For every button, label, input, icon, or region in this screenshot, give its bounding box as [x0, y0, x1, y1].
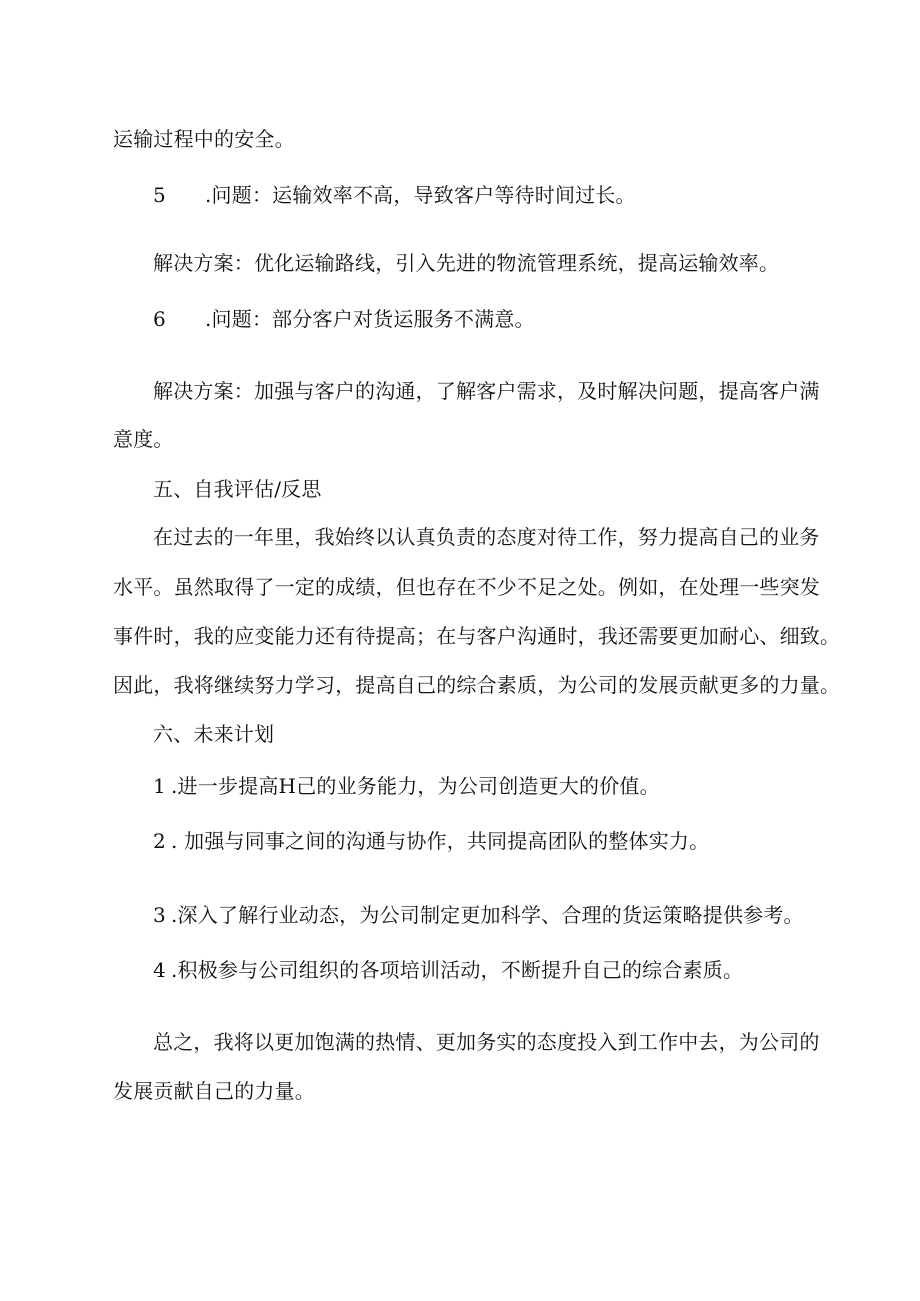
paragraph-line [113, 575, 820, 599]
list-number: 2 [153, 829, 166, 853]
list-text: .深入了解行业动态，为公司制定更加科学、合理的货运策略提供参考。 [171, 903, 804, 927]
line-text: 意度。 [113, 427, 174, 451]
line-text: 运输过程中的安全。 [113, 127, 295, 151]
list-text: .进一步提高H己的业务能力，为公司创造更大的价值。 [171, 774, 660, 798]
line-text: 发展贡献自己的力量。 [113, 1079, 315, 1103]
list-item-problem-6 [153, 307, 535, 331]
list-number: 3 [153, 903, 166, 927]
list-text: . 加强与同事之间的沟通与协作，共同提高团队的整体实力。 [171, 829, 710, 853]
text-line [113, 427, 174, 451]
list-number: 5 [153, 183, 166, 207]
conclusion-line [113, 1079, 315, 1103]
list-text: .积极参与公司组织的各项培训活动，不断提升自己的综合素质。 [171, 958, 744, 982]
plan-item-4 [153, 958, 743, 982]
list-text: .问题：运输效率不高，导致客户等待时间过长。 [205, 183, 636, 207]
solution-line [153, 251, 779, 275]
solution-line [153, 379, 820, 403]
list-number: 6 [153, 307, 166, 331]
paragraph-line [113, 624, 841, 648]
heading-text: 五、自我评估/反思 [153, 477, 322, 501]
line-text: 解决方案：加强与客户的沟通，了解客户需求，及时解决问题，提高客户满 [153, 379, 820, 403]
list-number: 4 [153, 958, 166, 982]
heading-text: 六、未来计划 [153, 722, 275, 746]
list-text: .问题：部分客户对货运服务不满意。 [205, 307, 535, 331]
section-heading-6 [153, 722, 274, 746]
plan-item-3 [153, 903, 804, 927]
line-text: 事件时，我的应变能力还有待提高；在与客户沟通时，我还需要更加耐心、细致。 [113, 624, 841, 648]
list-item-problem-5 [153, 183, 636, 207]
line-text: 总之，我将以更加饱满的热情、更加务实的态度投入到工作中去，为公司的 [153, 1030, 820, 1054]
line-text: 水平。虽然取得了一定的成绩，但也存在不少不足之处。例如，在处理一些突发 [113, 575, 820, 599]
conclusion-line [153, 1030, 820, 1054]
plan-item-1 [153, 774, 660, 798]
paragraph-line [153, 525, 820, 549]
line-text: 解决方案：优化运输路线，引入先进的物流管理系统，提高运输效率。 [153, 251, 780, 275]
text-line [113, 127, 295, 151]
line-text: 在过去的一年里，我始终以认真负责的态度对待工作，努力提高自己的业务 [153, 525, 820, 549]
paragraph-line [113, 673, 841, 697]
plan-item-2 [153, 829, 709, 853]
line-text: 因此，我将继续努力学习，提高自己的综合素质，为公司的发展贡献更多的力量。 [113, 673, 841, 697]
section-heading-5 [153, 477, 322, 501]
list-number: 1 [153, 774, 166, 798]
